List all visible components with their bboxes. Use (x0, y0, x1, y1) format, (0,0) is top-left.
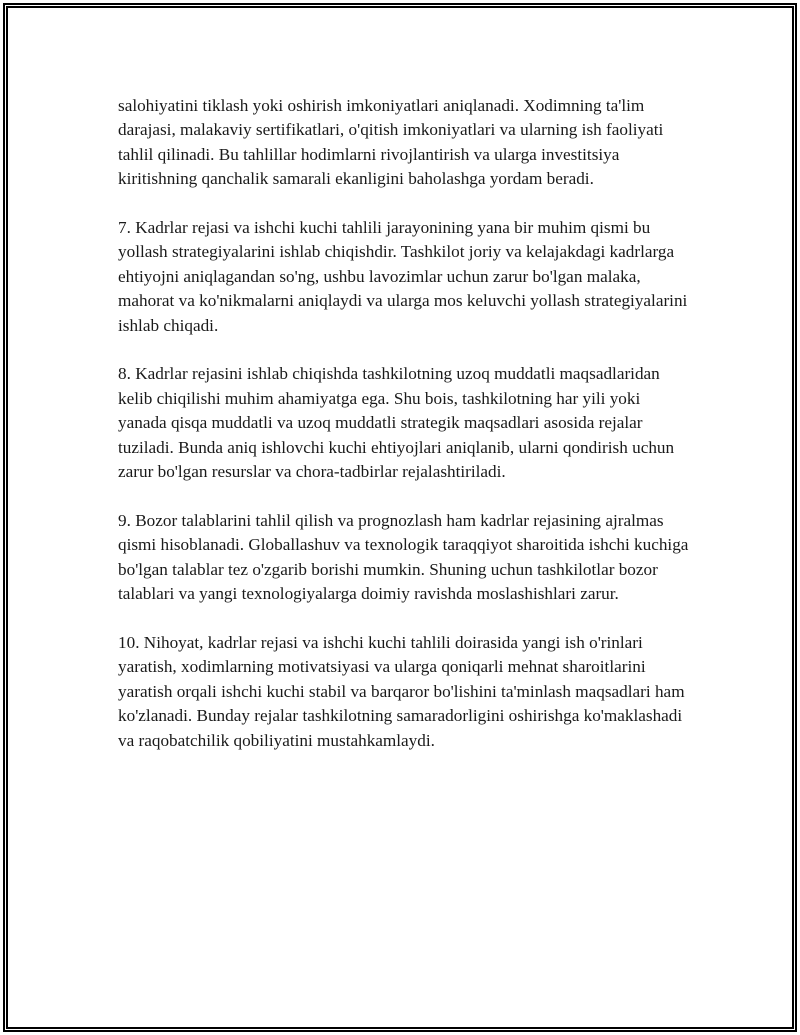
document-body (118, 94, 693, 777)
paragraph-8: 8. Kadrlar rejasini ishlab chiqishda tashkilotning uzoq muddatli maqsadlaridan kelib chiqilishi muhim ahamiyatga ega. Shu bois, tashkilotning har yili yoki yanada qisqa muddatli va uzoq muddatli strategik maqsadlari asosida rejalar tuziladi. Bunda aniq ishlovchi kuchi ehtiyojlari aniqlanib, ularni qondirish uchun zarur bo'lgan resurslar va chora-tadbirlar rejalashtiriladi. (118, 364, 675, 482)
paragraph-10: 10. Nihoyat, kadrlar rejasi va ishchi kuchi tahlili doirasida yangi ish o'rinlari yaratish, xodimlarning motivatsiyasi va ularga qoniqarli mehnat sharoitlarini yaratish orqali ishchi kuchi stabil va barqaror bo'lishini ta'minlash maqsadlari ham ko'zlanadi. Bunday rejalar tashkilotning samaradorligini oshirishga ko'maklashadi va raqobatchilik qobiliyatini mustahkamlaydi. (118, 632, 685, 750)
paragraph-continuation: salohiyatini tiklash yoki oshirish imkoniyatlari aniqlanadi. Xodimning ta'lim darajasi, malakaviy sertifikatlari, o'qitish imkoniyatlari va ularning ish faoliyati tahlil qilinadi. Bu tahlillar hodimlarni rivojlantirish va ularga investitsiya kiritishning qanchalik samarali ekanligini baholashga yordam beradi. (118, 96, 664, 189)
paragraph-7: 7. Kadrlar rejasi va ishchi kuchi tahlili jarayonining yana bir muhim qismi bu yollash strategiyalarini ishlab chiqishdir. Tashkilot joriy va kelajakdagi kadrlarga ehtiyojni aniqlagandan so'ng, ushbu lavozimlar uchun zarur bo'lgan malaka, mahorat va ko'nikmalarni aniqlaydi va ularga mos keluvchi yollash strategiyalarini ishlab chiqadi. (118, 218, 688, 335)
paragraph-9: 9. Bozor talablarini tahlil qilish va prognozlash ham kadrlar rejasining ajralmas qismi hisoblanadi. Globallashuv va texnologik taraqqiyot sharoitida ishchi kuchiga bo'lgan talablar tez o'zgarib borishi mumkin. Shuning uchun tashkilotlar bozor talablari va yangi texnologiyalarga doimiy ravishda moslashishlari zarur. (118, 510, 689, 604)
